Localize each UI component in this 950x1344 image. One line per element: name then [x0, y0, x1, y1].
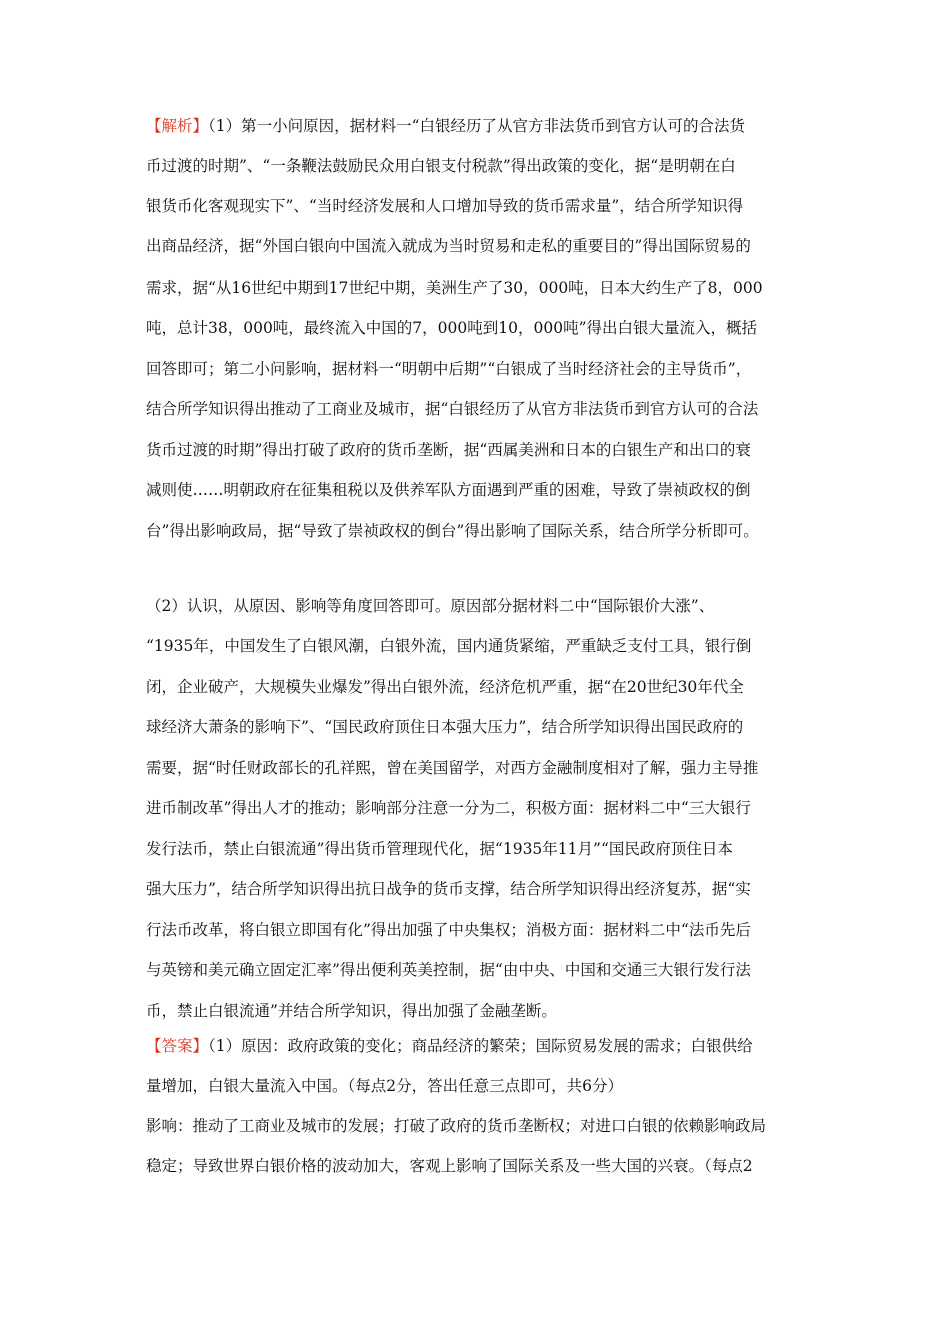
analysis-line: 球经济大萧条的影响下”、“国民政府顶住日本强大压力”，结合所学知识得出国民政府的 [146, 718, 744, 736]
analysis-line: 货币过渡的时期”得出打破了政府的货币垄断，据“西属美洲和日本的白银生产和出口的衰 [146, 441, 751, 459]
analysis-line: 结合所学知识得出推动了工商业及城市，据“白银经历了从官方非法货币到官方认可的合法 [146, 400, 759, 418]
analysis-line: 进币制改革”得出人才的推动；影响部分注意一分为二，积极方面：据材料二中“三大银行 [146, 799, 751, 817]
answer-tag: 【答案】 [146, 1037, 209, 1055]
analysis-line: 与英镑和美元确立固定汇率”得出便利英美控制，据“由中央、中国和交通三大银行发行法 [146, 961, 751, 979]
analysis-line: 强大压力”，结合所学知识得出抗日战争的货币支撑，结合所学知识得出经济复苏，据“实 [146, 880, 751, 898]
analysis-line: 需要，据“时任财政部长的孔祥熙，曾在美国留学，对西方金融制度相对了解，强力主导推 [146, 759, 759, 777]
analysis-line: “1935年，中国发生了白银风潮，白银外流，国内通货紧缩，严重缺乏支付工具，银行倒 [146, 637, 752, 655]
answer-line: 影响：推动了工商业及城市的发展；打破了政府的货币垄断权；对进口白银的依赖影响政局 [146, 1117, 767, 1135]
analysis-line: 出商品经济，据“外国白银向中国流入就成为当时贸易和走私的重要目的”得出国际贸易的 [146, 237, 751, 255]
analysis-line-1: 【解析】（1）第一小问原因，据材料一“白银经历了从官方非法货币到官方认可的合法货 [146, 117, 746, 135]
analysis-line: （2）认识，从原因、影响等角度回答即可。原因部分据材料二中“国际银价大涨”、 [146, 597, 715, 615]
analysis-line: 台”得出影响政局，据“导致了崇祯政权的倒台”得出影响了国际关系，结合所学分析即可。 [146, 522, 759, 540]
answer-line: 量增加，白银大量流入中国。（每点2分，答出任意三点即可，共6分） [146, 1077, 623, 1095]
analysis-line: 银货币化客观现实下”、“当时经济发展和人口增加导致的货币需求量”，结合所学知识得 [146, 197, 744, 215]
analysis-line: 减则使……明朝政府在征集租税以及供养军队方面遇到严重的困难，导致了崇祯政权的倒 [146, 481, 751, 499]
analysis-tag: 【解析】 [146, 117, 209, 135]
analysis-line: 发行法币，禁止白银流通”得出货币管理现代化，据“1935年11月”“国民政府顶住日本 [146, 840, 733, 858]
analysis-line: 闭，企业破产，大规模失业爆发”得出白银外流，经济危机严重，据“在20世纪30年代全 [146, 678, 744, 696]
analysis-line: 吨，总计38，000吨，最终流入中国的7，000吨到10，000吨”得出白银大量流入，概括 [146, 319, 757, 337]
analysis-line: 需求，据“从16世纪中期到17世纪中期，美洲生产了30，000吨，日本大约生产了8，000 [146, 279, 763, 297]
analysis-line: 币，禁止白银流通”并结合所学知识，得出加强了金融垄断。 [146, 1002, 557, 1020]
analysis-line: 币过渡的时期”、“一条鞭法鼓励民众用白银支付税款”得出政策的变化，据“是明朝在白 [146, 157, 736, 175]
answer-line-1: 【答案】（1）原因：政府政策的变化；商品经济的繁荣；国际贸易发展的需求；白银供给 [146, 1037, 753, 1055]
analysis-line: 行法币改革，将白银立即国有化”得出加强了中央集权；消极方面：据材料二中“法币先后 [146, 921, 751, 939]
analysis-line: 回答即可；第二小问影响，据材料一“明朝中后期”“白银成了当时经济社会的主导货币”， [146, 360, 752, 378]
answer-line: 稳定；导致世界白银价格的波动加大，客观上影响了国际关系及一些大国的兴衰。（每点2 [146, 1157, 753, 1175]
